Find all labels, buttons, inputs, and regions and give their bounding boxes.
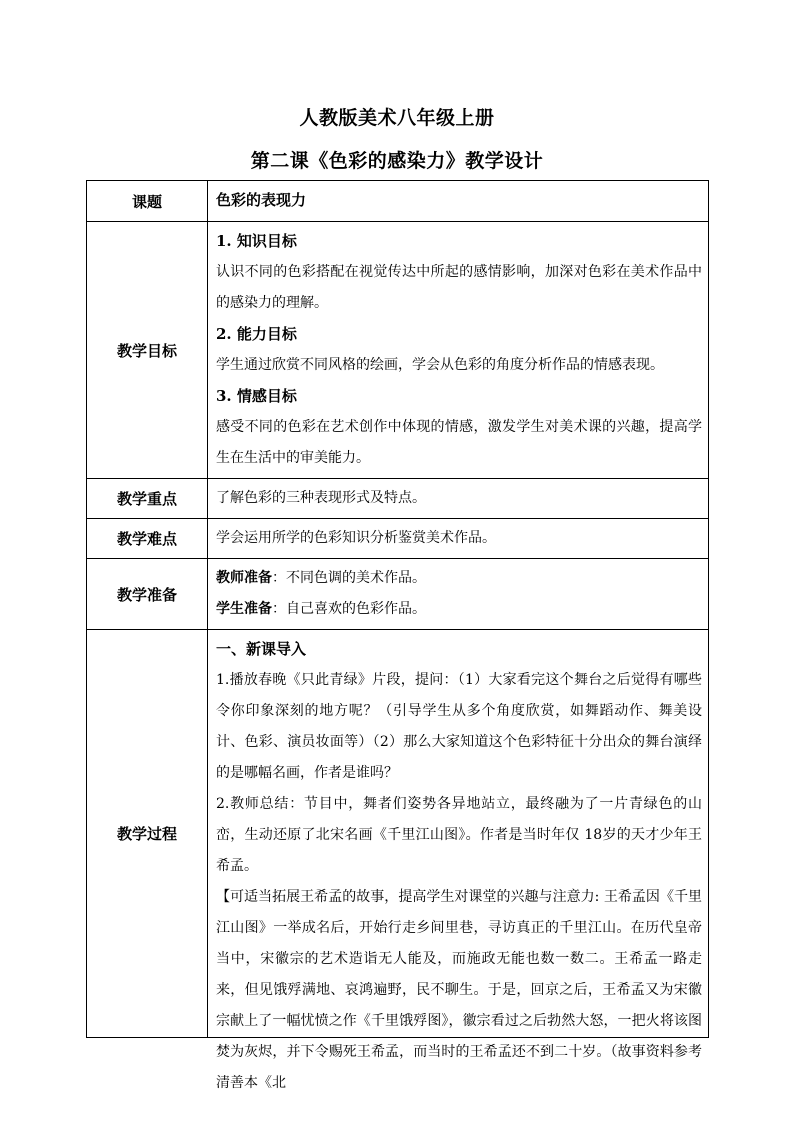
table-row-difficulty [87,519,709,559]
ability-goal-heading: 2. 能力目标 [216,325,297,343]
ability-goal-text: 学生通过欣赏不同风格的绘画，学会从色彩的角度分析作品的情感表现。 [216,357,664,373]
row-label-process: 教学过程 [87,630,208,1038]
table-row-preparation [87,559,709,630]
knowledge-goal-text: 认识不同的色彩搭配在视觉传达中所起的感情影响，加深对色彩在美术作品中的感染力的理解。 [216,264,702,311]
student-preparation-label: 学生准备 [216,601,272,617]
teacher-preparation-label: 教师准备 [216,570,272,586]
teacher-preparation-value: ：不同色调的美术作品。 [272,570,426,586]
document-title: 人教版美术八年级上册 [299,107,495,129]
row-label-difficulty: 教学难点 [87,519,208,559]
row-label-preparation: 教学准备 [87,559,208,630]
row-label-topic: 课题 [87,181,208,222]
goals-content [208,222,709,479]
process-paragraph-2: 2.教师总结：节目中，舞者们姿势各异地站立，最终融为了一片青绿色的山峦，生动还原了北宋名画《千里江山图》。作者是当时年仅 18岁的天才少年王希孟。 [216,796,702,874]
row-label-goals: 教学目标 [87,222,208,479]
difficulty-value: 学会运用所学的色彩知识分析鉴赏美术作品。 [208,519,709,559]
teacher-preparation [216,563,702,594]
process-paragraph-3: 【可适当拓展王希孟的故事，提高学生对课堂的兴趣与注意力: 王希孟因《千里江山图》一举成名后，开始行走乡间里巷，寻访真正的千里江山。在历代皇帝当中，宋徽宗的艺术造诣无人能及，而施政无能也数一数二。王希孟一路走来，但见饿殍满地、哀鸿遍野，民不聊生。于是，回京之后，王希孟又为宋徽宗献上了一幅忧愤之作《千里饿殍图》，徽宗看过之后勃然大怒，一把火将该图焚为灰烬，并下令赐死王希孟，而当时的王希孟还不到二十岁。（故事资料参考清善本《北 [216,889,702,1091]
knowledge-goal-heading: 1. 知识目标 [216,232,297,250]
table-row-process [87,630,709,1038]
table-row-topic [87,181,709,222]
table-row-key-point [87,479,709,519]
row-label-key-point: 教学重点 [87,479,208,519]
intro-section-heading: 一、新课导入 [216,640,307,658]
process-content [208,630,709,1091]
preparation-content [208,559,709,630]
student-preparation [216,594,702,625]
student-preparation-value: ：自己喜欢的色彩作品。 [272,601,426,617]
topic-text: 色彩的表现力 [216,191,307,209]
table-row-goals [87,222,709,479]
key-point-value: 了解色彩的三种表现形式及特点。 [208,479,709,519]
emotion-goal-text: 感受不同的色彩在艺术创作中体现的情感，激发学生对美术课的兴趣，提高学生在生活中的审美能力。 [216,419,702,466]
topic-value [208,181,709,222]
process-paragraph-1: 1.播放春晚《只此青绿》片段，提问：（1）大家看完这个舞台之后觉得有哪些令你印象深刻的地方呢？（引导学生从多个角度欣赏，如舞蹈动作、舞美设计、色彩、演员妆面等）（2）那么大家知道这个色彩特征十分出众的舞台演绎的是哪幅名画，作者是谁吗？ [216,672,702,781]
lesson-plan-table [86,180,709,1091]
emotion-goal-heading: 3. 情感目标 [216,387,297,405]
document-subtitle: 第二课《色彩的感染力》教学设计 [250,150,544,172]
